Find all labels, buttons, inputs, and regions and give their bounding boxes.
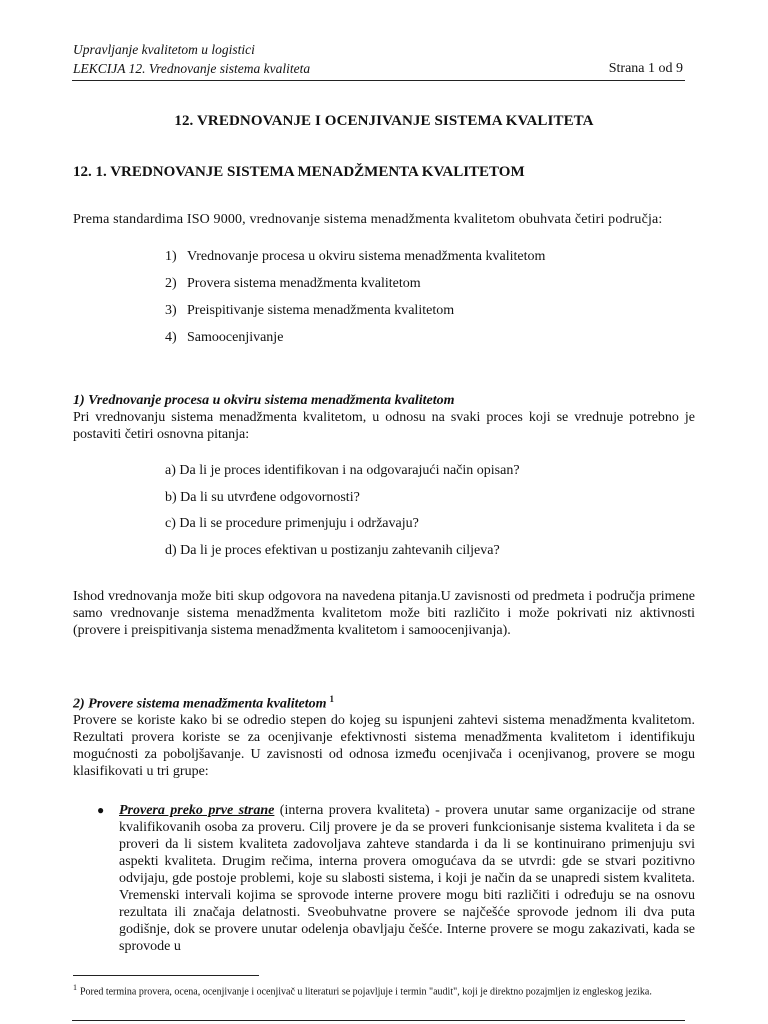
header-divider <box>72 80 685 81</box>
list-item: b) Da li su utvrđene odgovornosti? <box>165 490 360 505</box>
section2-paragraph: Provere se koriste kako bi se odredio stepen do kojeg su ispunjeni zahtevi sistema menadžmenta kvalitetom. Rezultati provera koriste se za ocenjivanje efektivnosti sistema menadžmenta kvalitetom i identifikuju mogućnosti za poboljšavanje. U zavisnosti od odnosa između ocenjivača i ocenjivanog, provere se mogu klasifikovati u tri grupe: <box>73 713 695 779</box>
list-item: a) Da li je proces identifikovan i na odgovarajući način opisan? <box>165 463 520 478</box>
section-title: 12. 1. VREDNOVANJE SISTEMA MENADŽMENTA KVALITETOM <box>73 164 525 180</box>
intro-paragraph: Prema standardima ISO 9000, vrednovanje sistema menadžmenta kvalitetom obuhvata četiri područja: <box>73 212 663 227</box>
footnote-number: 1 <box>73 983 77 992</box>
bullet-paragraph <box>119 802 695 955</box>
section1-paragraph: Pri vrednovanju sistema menadžmenta kvalitetom, u odnosu na svaki proces koji se vrednuje potrebno je postaviti četiri osnovna pitanja: <box>73 410 695 442</box>
list-item: 2) Provera sistema menadžmenta kvalitetom <box>165 276 421 291</box>
footnote-text: Pored termina provera, ocena, ocenjivanje i ocenjivač u literaturi se pojavljuje i termin "audit", koji je direktno pozajmljen iz engleskog jezika. <box>80 986 652 998</box>
footer-divider <box>72 1020 685 1021</box>
list-item: 3) Preispitivanje sistema menadžmenta kvalitetom <box>165 303 455 318</box>
header-lesson: LEKCIJA 12. Vrednovanje sistema kvaliteta <box>73 61 311 76</box>
bullet-body: (interna provera kvaliteta) - provera unutar same organizacije od strane kvalifikovanih osoba za proveru. Cilj provere je da se proveri funkcionisanje sistema kvaliteta i da se proveri da li sistem kvaliteta zadovoljava zahteve standarda i da li se kontinuirano primenjuju svi aspekti kvaliteta. Drugim rečima, interna provera omogućava da se utvrdi: gde se stvari pozitivno odvijaju, gde postoje problemi, koje su slabosti sistema, i koji je način da se unapredi sistem kvaliteta. Vremenski intervali kojima se sprovode interne provere mogu biti različiti i određuju se na osnovu rezultata ili značaja delatnosti. Sveobuhvatne provere se najčešće sprovode jednom ili dva puta godišnje, dok se provere unutar odelenja obavljaju češće. Interne provere se mogu zakazivati, kada se sprovode u <box>119 803 695 955</box>
bullet-icon: ● <box>97 803 105 817</box>
list-item: d) Da li je proces efektivan u postizanju zahtevanih ciljeva? <box>165 543 500 558</box>
header-course: Upravljanje kvalitetom u logistici <box>73 42 255 57</box>
list-item: c) Da li se procedure primenjuju i održavaju? <box>165 516 419 531</box>
subsection-heading-2: 2) Provere sistema menadžmenta kvalitetom $^1$ <box>73 694 335 712</box>
list-item: 4) Samoocenjivanje <box>165 330 284 345</box>
list-item: 1) Vrednovanje procesa u okviru sistema menadžmenta kvalitetom <box>165 249 546 264</box>
header-page-number: Strana 1 od 9 <box>608 61 683 76</box>
subsection-heading-1: 1) Vrednovanje procesa u okviru sistema menadžmenta kvalitetom <box>73 393 455 408</box>
footnote <box>73 980 693 1000</box>
bullet-term: Provera preko prve strane <box>119 803 275 818</box>
section1-outcome: Ishod vrednovanja može biti skup odgovora na navedena pitanja.U zavisnosti od predmeta i područja primene samo vrednovanje sistema menadžmenta kvalitetom može biti različito i može pokrivati niz aktivnosti (provere i preispitivanja sistema menadžmenta kvalitetom i samoocenjivanja). <box>73 589 695 638</box>
chapter-title: 12. VREDNOVANJE I OCENJIVANJE SISTEMA KVALITETA <box>174 113 594 129</box>
footnote-divider <box>73 975 259 976</box>
footnote-reference: 1 <box>329 694 335 704</box>
